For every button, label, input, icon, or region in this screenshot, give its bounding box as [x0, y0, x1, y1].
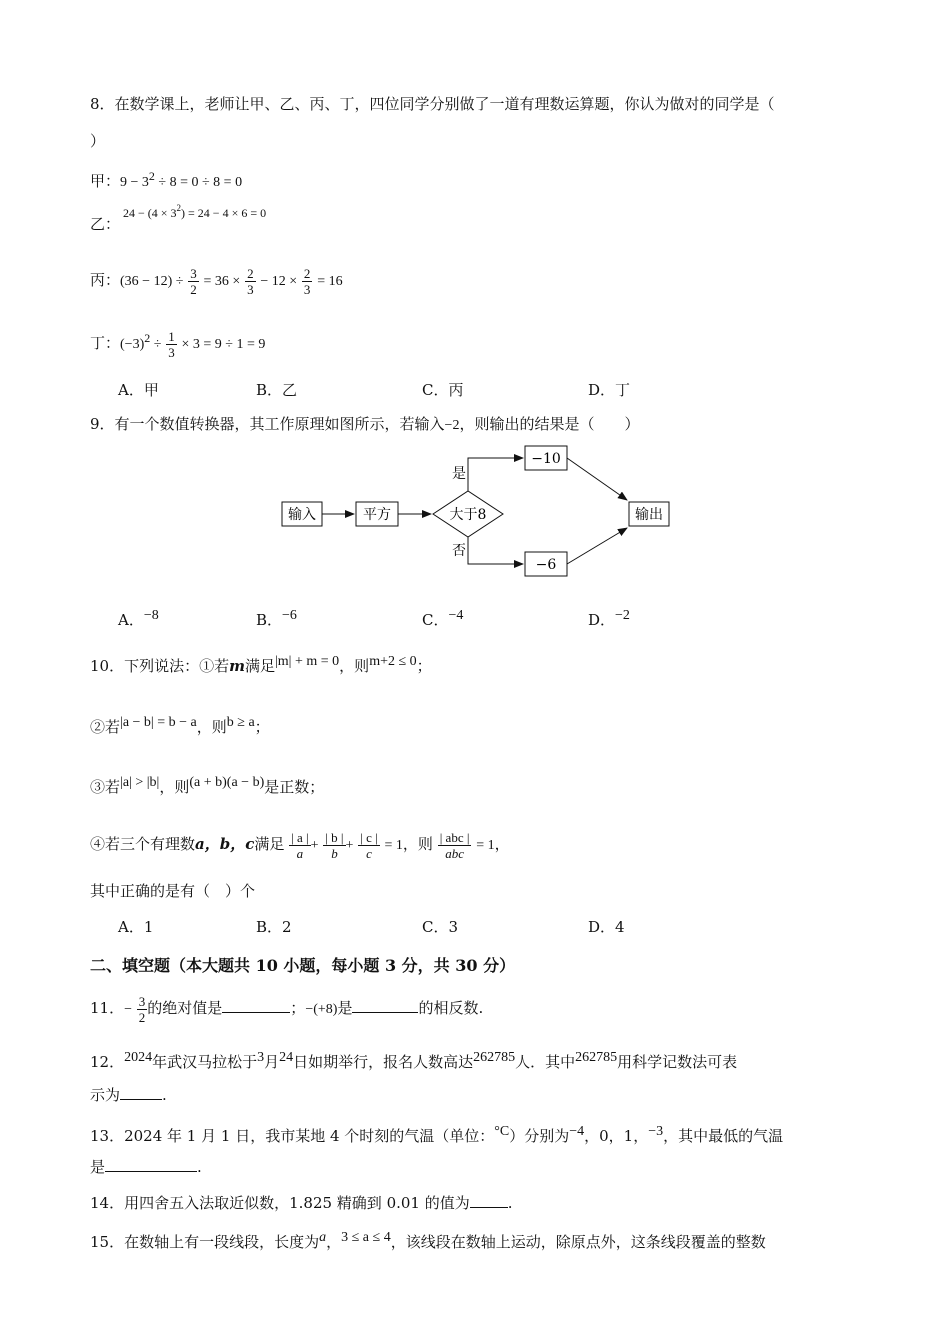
q8-stem: 8．在数学课上，老师让甲、乙、丙、丁，四位同学分别做了一道有理数运算题，你认为做对的同学是（	[90, 95, 775, 113]
no-result-label: −6	[535, 557, 557, 573]
square-box	[356, 502, 398, 526]
q9-option-b: B．$^{-6}$	[256, 608, 297, 629]
q9-option-c: C．$^{-4}$	[422, 608, 464, 629]
yes-result-box	[525, 446, 567, 470]
answer-blank[interactable]	[222, 998, 290, 1013]
fraction: $\frac{2}{3}$	[303, 265, 311, 297]
fraction: $\frac{| b |}{b}$	[325, 829, 344, 861]
q14: 14．用四舍五入法取近似数，1.825 精确到 0.01 的值为 .	[90, 1194, 513, 1212]
output-label: 输出	[635, 507, 663, 523]
q10-line5: 其中正确的是有（ ）个	[90, 882, 256, 900]
arrow-no	[468, 537, 523, 564]
fraction: $\frac{| c |}{c}$	[360, 829, 378, 861]
q12-line2: 示为 .	[90, 1086, 167, 1104]
flowchart	[0, 0, 950, 600]
square-label: 平方	[363, 507, 391, 523]
q8-option-a: A．甲	[118, 381, 159, 399]
answer-blank[interactable]	[105, 1157, 197, 1172]
decision-diamond	[433, 491, 503, 537]
fraction: $\frac{| a |}{a}$	[291, 829, 309, 861]
arrow-yes	[468, 458, 523, 491]
fraction: $\frac{2}{3}$	[247, 265, 254, 297]
input-label: 输入	[288, 507, 316, 523]
q8-option-b: B．乙	[256, 381, 298, 399]
q10-option-d: D．4	[588, 918, 625, 936]
q10-line1: 10．下列说法：①若m满足$^{|m| + m = 0}$，则$^{m+2 \le 0}$；	[90, 654, 432, 675]
no-label: 否	[452, 543, 466, 559]
q10-option-a: A．1	[118, 918, 154, 936]
q9-option-d: D．$^{-2}$	[588, 608, 630, 629]
yes-result-label: −10	[531, 451, 561, 467]
q10-line3: ③若$^{|a| > |b|}$，则$^{(a + b)(a - b)}$是正数；	[90, 775, 325, 796]
q9-option-a: A．$^{-8}$	[118, 608, 159, 629]
q13-line1: 13．2024 年 1 月 1 日，我市某地 4 个时刻的气温（单位：$^{^\circ C}$）分别为$^{-4}$，0，1，$^{-3}$，其中最低的气温	[90, 1124, 784, 1145]
q9-stem: 9．有一个数值转换器，其工作原理如图所示，若输入−2，则输出的结果是（ ）	[90, 415, 640, 433]
q8-option-d: D．丁	[588, 381, 631, 399]
q8-yi-expr: $24 - (4 \times 3^2) = 24 - 4 \times 6 = 0$	[123, 203, 267, 220]
q13-line2: 是 .	[90, 1158, 202, 1176]
q10-line2: ②若$^{|a - b| = b - a}$，则$^{b \ge a}$；	[90, 715, 270, 736]
fraction: $\frac{1}{3}$	[168, 328, 175, 360]
q8-bing: 丙：(36 − 12) ÷ $\frac{3}{2}$ = 36 × $\frac{2}{3}$ − 12 × $\frac{2}{3}$ = 16	[90, 265, 343, 297]
arrow-yes-output	[567, 458, 627, 500]
output-box	[629, 502, 669, 526]
no-result-box	[525, 552, 567, 576]
q8-stem-close: ）	[90, 132, 106, 150]
q10-line4: ④若三个有理数a，b，c满足 $\frac{| a |}{a}+$ $\frac{| b |}{b}+$ $\frac{| c |}{c} = 1$，则 $\frac{\text{| abc |}}{\text{abc}} = 1$，	[90, 829, 510, 861]
q15: 15．在数轴上有一段线段，长度为$^a$，$^{3 \le a \le 4}$，该线段在数轴上运动，除原点外，这条线段覆盖的整数	[90, 1230, 766, 1251]
answer-blank[interactable]	[120, 1085, 162, 1100]
fraction: $\frac{3}{2}$	[190, 265, 197, 297]
q8-ding: 丁：$(-3)^2$ ÷ $\frac{1}{3}$ × 3 = 9 ÷ 1 = 9	[90, 328, 266, 360]
section-heading: 二、填空题（本大题共 10 小题，每小题 3 分，共 30 分）	[90, 956, 516, 975]
answer-blank[interactable]	[470, 1193, 508, 1208]
decision-label: 大于8	[449, 507, 487, 523]
q8-yi-label: 乙：	[90, 215, 121, 233]
input-box	[282, 502, 322, 526]
fraction: $\frac{3}{2}$	[138, 993, 146, 1025]
q8-option-c: C．丙	[422, 381, 464, 399]
q10-option-b: B．2	[256, 918, 292, 936]
q10-option-c: C．3	[422, 918, 459, 936]
answer-blank[interactable]	[352, 998, 418, 1013]
fraction: $\frac{\text{| abc |}}{\text{abc}}$	[439, 829, 470, 861]
arrow-no-output	[567, 528, 627, 564]
q12-line1: 12．$^{2024}$年武汉马拉松于$^3$月$^{24}$日如期举行，报名人数高达$^{262785}$人．其中$^{262785}$用科学记数法可表	[90, 1050, 738, 1071]
yes-label: 是	[452, 466, 466, 482]
q8-jia: 甲：$9 - 3^2 \div 8 = 0 \div 8 = 0$	[90, 169, 243, 190]
q11: 11．− $\frac{3}{2}$ 的绝对值是 ；−(+8)是 的相反数.	[90, 993, 484, 1025]
